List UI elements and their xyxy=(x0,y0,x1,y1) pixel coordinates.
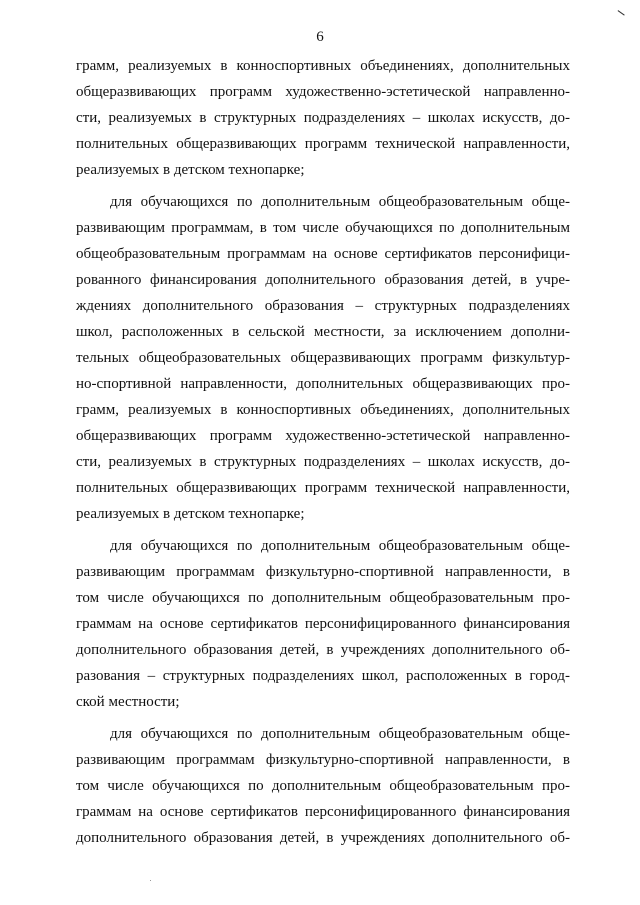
paragraph-2 xyxy=(76,189,570,527)
paragraph-1 xyxy=(76,53,570,183)
text-line: для обучающихся по дополнительным общеобразовательным обще- xyxy=(110,726,570,742)
text-line: ской местности; xyxy=(76,694,180,710)
text-line: том числе обучающихся по дополнительным общеобразовательным про- xyxy=(76,778,570,794)
text-line: грамм, реализуемых в конноспортивных объединениях, дополнительных xyxy=(76,58,570,74)
text-line: дополнительного образования детей, в учреждениях дополнительного об- xyxy=(76,642,570,658)
scan-mark xyxy=(615,10,624,19)
text-line: но-спортивной направленности, дополнительных общеразвивающих про- xyxy=(76,376,570,392)
text-line: развивающим программам, в том числе обучающихся по дополнительным xyxy=(76,220,570,236)
text-line: разования – структурных подразделениях школ, расположенных в город- xyxy=(76,668,570,684)
text-line: общеобразовательным программам на основе сертификатов персонифици- xyxy=(76,246,570,262)
document-body xyxy=(76,53,570,851)
text-line: полнительных общеразвивающих программ технической направленности, xyxy=(76,480,570,496)
text-line: развивающим программам физкультурно-спортивной направленности, в xyxy=(76,564,570,580)
text-line: граммам на основе сертификатов персонифицированного финансирования xyxy=(76,804,570,820)
text-line: школ, расположенных в сельской местности, за исключением дополни- xyxy=(76,324,570,340)
page-number: 6 xyxy=(316,29,324,45)
text-line: для обучающихся по дополнительным общеобразовательным обще- xyxy=(110,538,570,554)
text-line: сти, реализуемых в структурных подразделениях – школах искусств, до- xyxy=(76,454,570,470)
text-line: дополнительного образования детей, в учреждениях дополнительного об- xyxy=(76,830,570,846)
text-line: граммам на основе сертификатов персонифицированного финансирования xyxy=(76,616,570,632)
text-line: тельных общеобразовательных общеразвивающих программ физкультур- xyxy=(76,350,570,366)
text-line: рованного финансирования дополнительного образования детей, в учре- xyxy=(76,272,570,288)
text-line: для обучающихся по дополнительным общеобразовательным обще- xyxy=(110,194,570,210)
text-line: общеразвивающих программ художественно-эстетической направленно- xyxy=(76,84,570,100)
text-line: ждениях дополнительного образования – структурных подразделениях xyxy=(76,298,570,314)
text-line: сти, реализуемых в структурных подразделениях – школах искусств, до- xyxy=(76,110,570,126)
text-line: грамм, реализуемых в конноспортивных объединениях, дополнительных xyxy=(76,402,570,418)
paragraph-3 xyxy=(76,533,570,715)
text-line: реализуемых в детском технопарке; xyxy=(76,162,305,178)
scan-speck xyxy=(150,880,151,881)
text-line: том числе обучающихся по дополнительным общеобразовательным про- xyxy=(76,590,570,606)
text-line: полнительных общеразвивающих программ технической направленности, xyxy=(76,136,570,152)
text-line: развивающим программам физкультурно-спортивной направленности, в xyxy=(76,752,570,768)
text-line: реализуемых в детском технопарке; xyxy=(76,506,305,522)
paragraph-4 xyxy=(76,721,570,851)
text-line: общеразвивающих программ художественно-эстетической направленно- xyxy=(76,428,570,444)
